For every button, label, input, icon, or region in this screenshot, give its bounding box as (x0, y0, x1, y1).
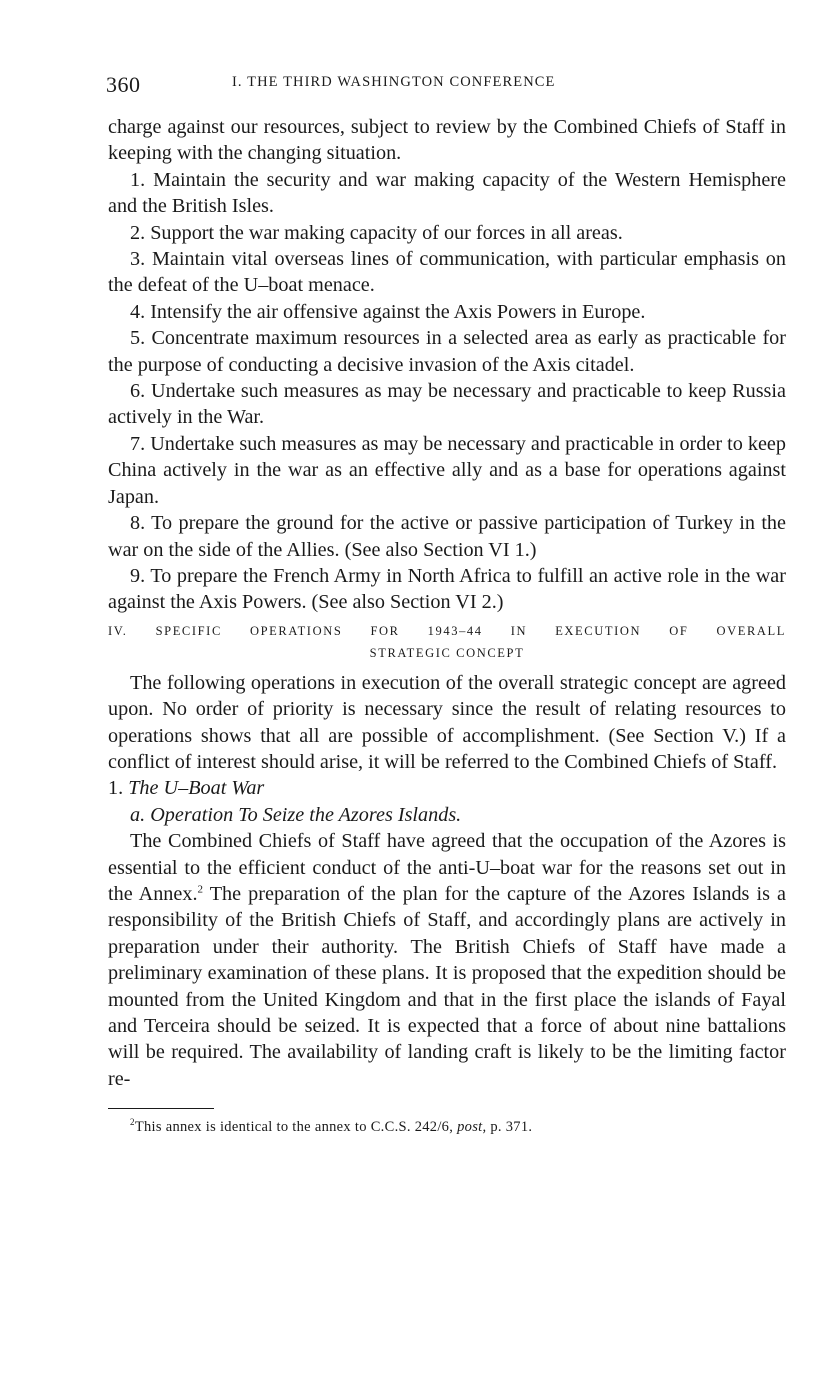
subsubsection-letter: a. (130, 803, 146, 826)
azores-paragraph (108, 828, 786, 1092)
azores-paragraph-part2: The preparation of the plan for the capture of the Azores Islands is a responsibility of the British Chiefs of Staff, and accordingly plans are actively in preparation under their authority. The British Chiefs of Staff have made a preliminary examination of these plans. It is proposed that the expedition should be mounted from the United Kingdom and that in the first place the islands of Fayal and Terceira should be seized. It is expected that a force of about nine battalions will be required. The availability of landing craft is likely to be the limiting factor re- (108, 882, 786, 1090)
subsubsection-heading (108, 802, 786, 828)
running-header (108, 68, 786, 104)
list-item: 1. Maintain the security and war making capacity of the Western Hemisphere and the British Isles. (108, 168, 786, 218)
list-item: 9. To prepare the French Army in North Africa to fulfill an active role in the war against the Axis Powers. (See also Section VI 2.) (108, 564, 786, 614)
subsection-title: The U–Boat War (128, 777, 265, 800)
list-item: 7. Undertake such measures as may be necessary and practicable in order to keep China actively in the war as an effective ally and as a base for operations against Japan. (108, 432, 786, 508)
footnote-italic: post, (457, 1119, 487, 1136)
subsection-number: 1. (108, 777, 124, 800)
subsubsection-title: Operation To Seize the Azores Islands. (150, 803, 462, 826)
footnote-text-end: p. 371. (486, 1119, 533, 1136)
section-heading-line2: STRATEGIC CONCEPT (369, 645, 525, 660)
section-heading (108, 620, 786, 664)
footnote-reference: 2 (197, 883, 203, 896)
subsection-heading (108, 775, 786, 801)
section-paragraph: The following operations in execution of the overall strategic concept are agreed upon. No order of priority is necessary since the result of relating resources to operations shows that all are possible of accomplishment. (See Section V.) If a conflict of interest should arise, it will be referred to the Combined Chiefs of Staff. (108, 671, 786, 773)
list-item: 2. Support the war making capacity of our forces in all areas. (130, 221, 623, 244)
intro-paragraph: charge against our resources, subject to review by the Combined Chiefs of Staff in keeping with the changing situation. (108, 116, 786, 165)
body-text (108, 114, 786, 1092)
footnote (108, 1117, 786, 1137)
list-item: 3. Maintain vital overseas lines of communication, with particular emphasis on the defeat of the U–boat menace. (108, 248, 786, 297)
azores-paragraph-part1: The Combined Chiefs of Staff have agreed that the occupation of the Azores is essential to the efficient conduct of the anti-U–boat war for the reasons set out in the Annex. (108, 830, 786, 905)
list-item: 6. Undertake such measures as may be necessary and practicable to keep Russia actively in the War. (108, 380, 786, 429)
footnote-mark: 2 (130, 1117, 135, 1128)
section-heading-line1: IV. SPECIFIC OPERATIONS FOR 1943–44 IN EXECUTION OF OVERALL (108, 623, 786, 638)
list-item: 5. Concentrate maximum resources in a selected area as early as practicable for the purpose of conducting a decisive invasion of the Axis citadel. (108, 327, 786, 376)
footnote-divider (108, 1108, 214, 1109)
page-number: 360 (106, 72, 141, 97)
list-item: 4. Intensify the air offensive against the Axis Powers in Europe. (130, 300, 646, 323)
document-page (108, 68, 786, 1137)
running-title: I. THE THIRD WASHINGTON CONFERENCE (232, 74, 556, 90)
list-item: 8. To prepare the ground for the active or passive participation of Turkey in the war on the side of the Allies. (See also Section VI 1.) (108, 512, 786, 561)
footnote-text: This annex is identical to the annex to C.C.S. 242/6, (134, 1119, 458, 1136)
